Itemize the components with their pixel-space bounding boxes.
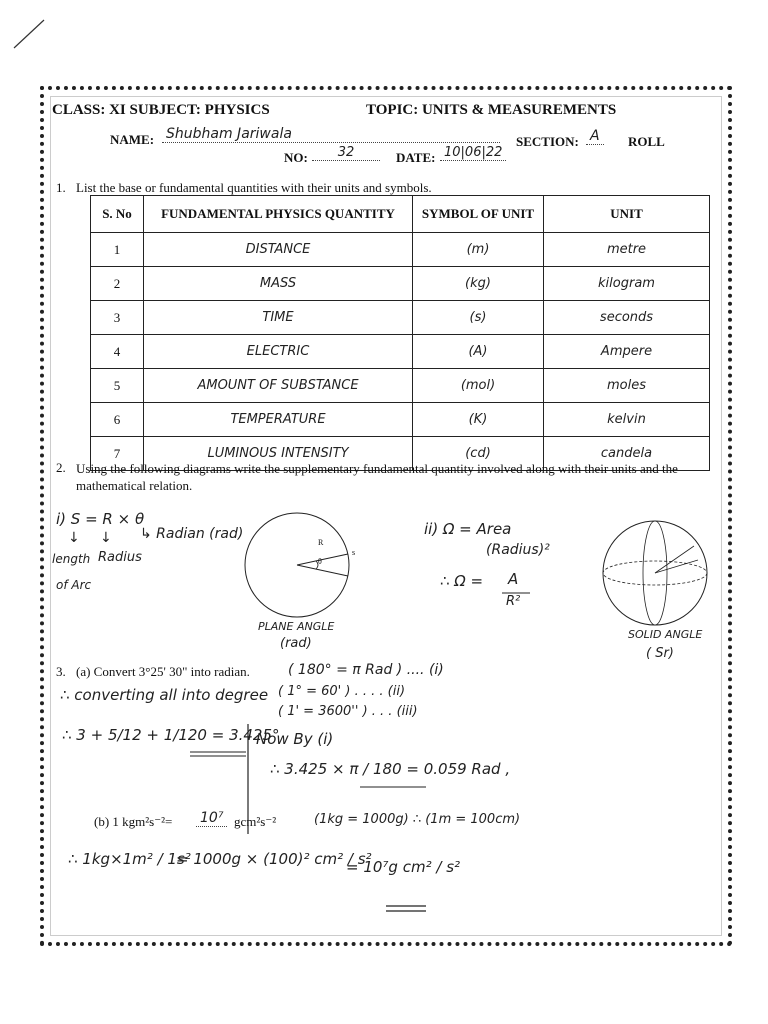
section-value: A bbox=[586, 128, 604, 145]
row-symbol: (s) bbox=[413, 301, 544, 335]
header-sno: S. No bbox=[91, 196, 144, 233]
radian-label: ↳ Radian (rad) bbox=[140, 526, 244, 542]
q2-part-i: i) S = R × θ bbox=[56, 510, 145, 528]
row-unit: kelvin bbox=[544, 403, 710, 437]
q3b-note: (1kg = 1000g) ∴ (1m = 100cm) bbox=[314, 812, 521, 827]
row-no: 1 bbox=[91, 233, 144, 267]
row-quantity: ELECTRIC bbox=[144, 335, 413, 369]
header-unit: UNIT bbox=[544, 196, 710, 233]
section-label: SECTION: bbox=[516, 134, 579, 149]
underline-mark bbox=[360, 784, 430, 790]
plane-unit-label: (rad) bbox=[280, 636, 312, 651]
omega-therefore: ∴ Ω = bbox=[440, 572, 484, 590]
row-no: 7 bbox=[91, 437, 144, 471]
row-quantity: MASS bbox=[144, 267, 413, 301]
frac-numerator: A bbox=[508, 570, 519, 588]
q3a-now-by: Now By (i) bbox=[256, 730, 334, 748]
row-quantity: DISTANCE bbox=[144, 233, 413, 267]
q3b-line1: ∴ 1kg×1m² / 1s² bbox=[68, 850, 191, 868]
plane-angle-label: PLANE ANGLE bbox=[258, 620, 335, 633]
table-row bbox=[91, 267, 710, 301]
plane-angle-diagram bbox=[232, 510, 362, 620]
topic: TOPIC: UNITS & MEASUREMENTS bbox=[366, 102, 617, 118]
roll-label: ROLL bbox=[628, 134, 665, 149]
solid-angle-diagram bbox=[592, 518, 722, 628]
row-no: 3 bbox=[91, 301, 144, 335]
row-quantity: LUMINOUS INTENSITY bbox=[144, 437, 413, 471]
row-symbol: (K) bbox=[413, 403, 544, 437]
row-quantity: TEMPERATURE bbox=[144, 403, 413, 437]
q3b-text: (b) 1 kgm²s⁻²= bbox=[94, 814, 173, 829]
q3b-line2: = 1000g × (100)² cm² / s² bbox=[176, 850, 372, 868]
name-label: NAME: bbox=[110, 132, 155, 147]
underline-mark bbox=[386, 904, 436, 914]
q3a-note2: ( 1° = 60' ) . . . . (ii) bbox=[278, 684, 406, 699]
name-value: Shubham Jariwala bbox=[162, 126, 500, 143]
row-unit: seconds bbox=[544, 301, 710, 335]
arrow-down-icon: ↓ bbox=[100, 530, 112, 546]
row-symbol: (mol) bbox=[413, 369, 544, 403]
radius-squared: (Radius)² bbox=[486, 542, 550, 558]
length-label: length bbox=[52, 552, 91, 566]
row-symbol: (kg) bbox=[413, 267, 544, 301]
q3a-note3: ( 1' = 3600'' ) . . . (iii) bbox=[278, 704, 418, 719]
row-symbol: (cd) bbox=[413, 437, 544, 471]
q3-number: 3. bbox=[56, 664, 66, 679]
table-row bbox=[91, 301, 710, 335]
no-label: NO: bbox=[284, 150, 308, 165]
table-row bbox=[91, 369, 710, 403]
row-unit: candela bbox=[544, 437, 710, 471]
q3a-note1: ( 180° = π Rad ) .... (i) bbox=[288, 662, 444, 678]
solid-unit-label: ( Sr) bbox=[646, 646, 674, 661]
row-no: 4 bbox=[91, 335, 144, 369]
table-row bbox=[91, 335, 710, 369]
q1-text: List the base or fundamental quantities with their units and symbols. bbox=[76, 180, 432, 195]
row-no: 5 bbox=[91, 369, 144, 403]
of-arc-label: of Arc bbox=[56, 578, 92, 592]
q3a-sum: ∴ 3 + 5/12 + 1/120 = 3.425° bbox=[62, 726, 280, 744]
q3b-line3: = 10⁷g cm² / s² bbox=[346, 858, 461, 876]
q2-number: 2. bbox=[56, 460, 66, 475]
solid-angle-label: SOLID ANGLE bbox=[628, 628, 703, 641]
q2-text: Using the following diagrams write the supplementary fundamental quantity involved along with their units and the mathematical relation. bbox=[76, 461, 678, 493]
arrow-down-icon: ↓ bbox=[68, 530, 80, 546]
radius-label: Radius bbox=[98, 550, 142, 565]
underline-mark bbox=[190, 750, 250, 758]
row-unit: moles bbox=[544, 369, 710, 403]
table-row bbox=[91, 233, 710, 267]
q3a-calc: ∴ 3.425 × π / 180 = 0.059 Rad , bbox=[270, 760, 511, 778]
pen-mark bbox=[10, 14, 50, 54]
class-subject: CLASS: XI SUBJECT: PHYSICS bbox=[52, 102, 270, 118]
diag-theta-label: θ bbox=[318, 557, 322, 566]
row-symbol: (m) bbox=[413, 233, 544, 267]
date-value: 10|06|22 bbox=[440, 145, 506, 161]
row-quantity: AMOUNT OF SUBSTANCE bbox=[144, 369, 413, 403]
row-unit: metre bbox=[544, 233, 710, 267]
header-quantity: FUNDAMENTAL PHYSICS QUANTITY bbox=[144, 196, 413, 233]
row-unit: Ampere bbox=[544, 335, 710, 369]
date-label: DATE: bbox=[396, 150, 436, 165]
no-value: 32 bbox=[312, 145, 380, 161]
q3b-answer: 10⁷ bbox=[196, 810, 227, 827]
table-row bbox=[91, 403, 710, 437]
q3a-text: (a) Convert 3°25' 30" into radian. bbox=[76, 664, 250, 679]
units-table bbox=[90, 195, 710, 471]
q2-part-ii: ii) Ω = Area bbox=[424, 520, 512, 538]
row-no: 6 bbox=[91, 403, 144, 437]
q3a-converting: ∴ converting all into degree bbox=[60, 686, 269, 704]
q1-number: 1. bbox=[56, 180, 66, 195]
q3b-unit: gcm²s⁻² bbox=[234, 814, 277, 829]
frac-denominator: R² bbox=[506, 594, 521, 609]
row-unit: kilogram bbox=[544, 267, 710, 301]
diag-s-label: s bbox=[352, 548, 356, 557]
header-symbol: SYMBOL OF UNIT bbox=[413, 196, 544, 233]
row-symbol: (A) bbox=[413, 335, 544, 369]
row-no: 2 bbox=[91, 267, 144, 301]
row-quantity: TIME bbox=[144, 301, 413, 335]
diag-r-label: R bbox=[318, 538, 324, 547]
